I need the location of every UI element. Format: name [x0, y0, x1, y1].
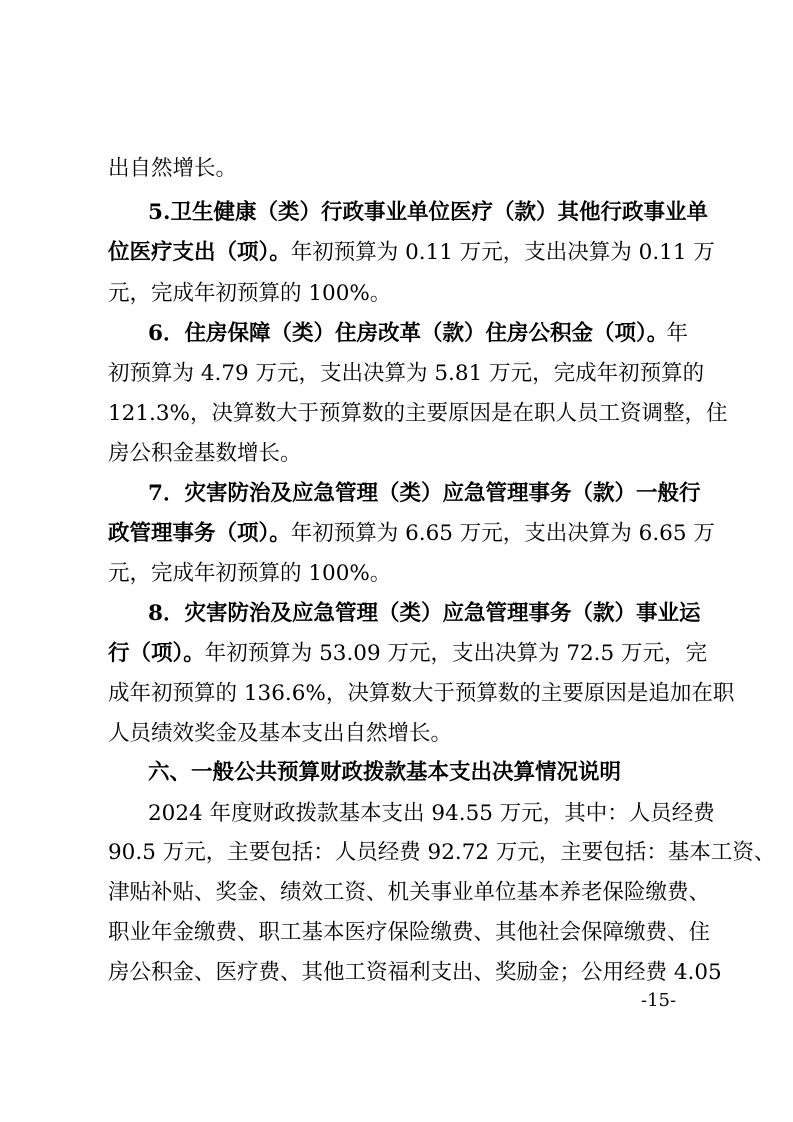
item-5-line2 — [108, 240, 715, 266]
item-5-body: 年初预算为 0.11 万元，支出决算为 0.11 万 — [290, 240, 715, 265]
item-8-title: 8．灾害防治及应急管理（类）应急管理事务（款）事业运 — [148, 601, 701, 626]
section-6-heading: 六、一般公共预算财政拨款基本支出决算情况说明 — [148, 760, 622, 785]
item-8-body: 年初预算为 53.09 万元，支出决算为 72.5 万元，完 — [204, 641, 708, 666]
page-number: -15- — [641, 990, 677, 1011]
item-5-line3: 元，完成年初预算的 100%。 — [108, 281, 392, 306]
item-8-line4: 人员绩效奖金及基本支出自然增长。 — [108, 721, 453, 746]
item-7-line2 — [108, 521, 715, 547]
item-6-line3: 121.3%，决算数大于预算数的主要原因是在职人员工资调整，住 — [108, 401, 728, 426]
item-6-line2: 初预算为 4.79 万元，支出决算为 5.81 万元，完成年初预算的 — [108, 361, 705, 386]
paragraph-line: 出自然增长。 — [108, 156, 238, 181]
section-6-line5: 房公积金、医疗费、其他工资福利支出、奖励金；公用经费 4.05 — [108, 960, 722, 985]
item-7-title-end: 政管理事务（项）。 — [108, 521, 291, 546]
item-8-title-end: 行（项）。 — [108, 641, 205, 666]
item-5-title: 5.卫生健康（类）行政事业单位医疗（款）其他行政事业单 — [148, 200, 708, 225]
section-6-line4: 职业年金缴费、职工基本医疗保险缴费、其他社会保障缴费、住 — [108, 920, 711, 945]
item-6-line4: 房公积金基数增长。 — [108, 441, 302, 466]
item-5-title-end: 位医疗支出（项）。 — [108, 240, 291, 265]
item-7-title: 7．灾害防治及应急管理（类）应急管理事务（款）一般行 — [148, 481, 701, 506]
item-7-body: 年初预算为 6.65 万元，支出决算为 6.65 万 — [290, 521, 715, 546]
item-6-line1 — [148, 321, 688, 347]
item-8-line2 — [108, 641, 708, 667]
item-6-body-start: 年 — [666, 321, 688, 346]
item-8-line3: 成年初预算的 136.6%，决算数大于预算数的主要原因是追加在职 — [108, 681, 735, 706]
item-7-line3: 元，完成年初预算的 100%。 — [108, 561, 392, 586]
section-6-line3: 津贴补贴、奖金、绩效工资、机关事业单位基本养老保险缴费、 — [108, 880, 711, 905]
item-6-title: 6．住房保障（类）住房改革（款）住房公积金（项）。 — [148, 321, 669, 346]
section-6-line2: 90.5 万元，主要包括：人员经费 92.72 万元，主要包括：基本工资、 — [108, 840, 776, 865]
section-6-line1: 2024 年度财政拨款基本支出 94.55 万元，其中：人员经费 — [148, 801, 715, 826]
